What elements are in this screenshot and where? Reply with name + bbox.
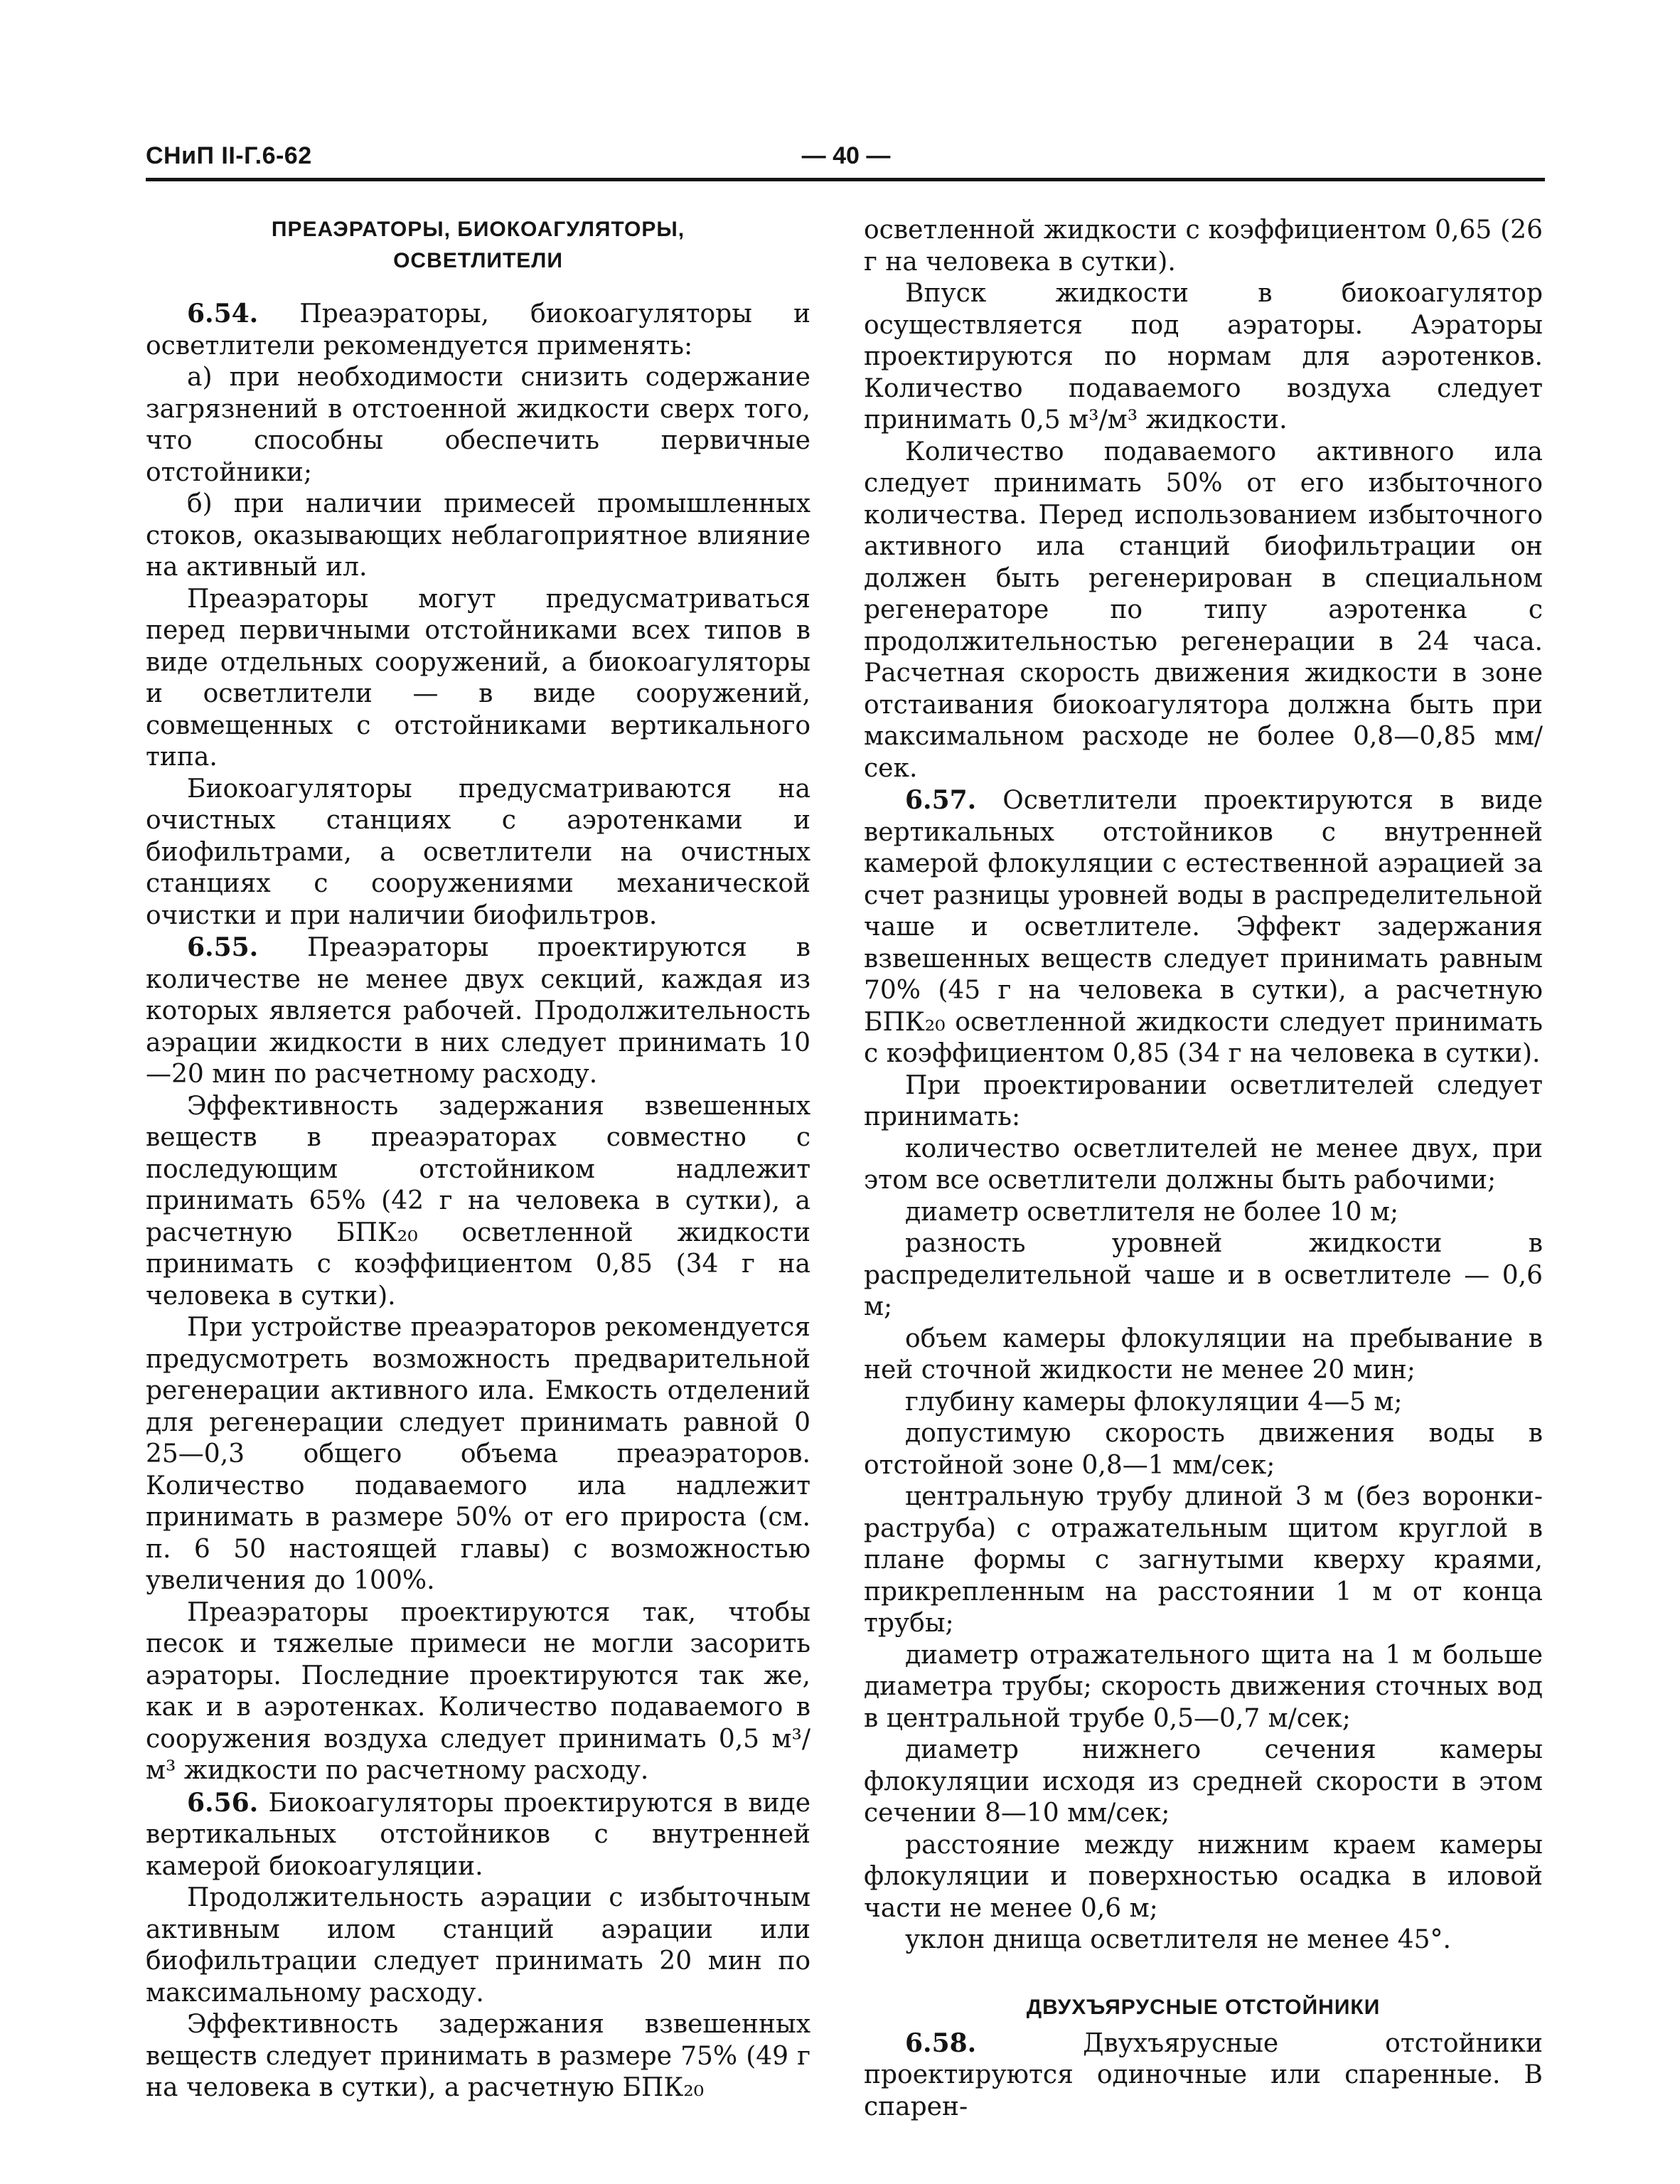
clause-number: 6.54.: [187, 299, 259, 329]
paragraph-6-56: [146, 1787, 810, 1883]
list-item: количество осветлителей не менее двух, при этом все осветлители должны быть рабочими;: [864, 1134, 1543, 1195]
paragraph: При устройстве преаэраторов рекомендуется предусмотреть возможность предварительной регенерации активного ила. Емкость отделений для регенерации следует принимать равной 0 25—0,3 общего объема преаэраторов. Количество подаваемого ила надлежит принимать в размере 50% от его прироста (см. п. 6 50 настоящей главы) с возможностью увеличения до 100%.: [146, 1313, 810, 1595]
list-item: центральную трубу длиной 3 м (без воронки-раструба) с отражательным щитом круглой в плане формы с загнутыми кверху краями, прикрепленным на расстоянии 1 м от конца трубы;: [864, 1482, 1543, 1638]
paragraph-text: Двухъярусные отстойники проектируются одиночные или спаренные. В спарен-: [864, 2028, 1543, 2121]
document-code: СНиП II-Г.6-62: [146, 142, 312, 169]
paragraph: Преаэраторы проектируются так, чтобы песок и тяжелые примеси не могли засорить аэраторы. Последние проектируются так же, как и в аэротенках. Количество подаваемого в сооружения воздуха следует принимать 0,5 м³/м³ жидкости по расчетному расходу.: [146, 1597, 810, 1785]
paragraph: Эффективность задержания взвешенных веществ следует принимать в размере 75% (49 г на человека в сутки), а расчетную БПК₂₀: [146, 2010, 810, 2102]
paragraph-6-57: [864, 784, 1543, 1070]
page-number: — 40 —: [801, 142, 891, 169]
list-item: уклон днища осветлителя не менее 45°.: [905, 1925, 1451, 1954]
paragraph-text: Преаэраторы проектируются в количестве не менее двух секций, каждая из которых является рабочей. Продолжительность аэрации жидкости в них следует принимать 10—20 мин по расчетному расходу.: [146, 933, 810, 1089]
paragraph: При проектировании осветлителей следует принимать:: [864, 1070, 1543, 1131]
paragraph: Продолжительность аэрации с избыточным активным илом станций аэрации или биофильтрации следует принимать 20 мин по максимальному расходу.: [146, 1883, 810, 2008]
list-item: разность уровней жидкости в распределительной чаше и в осветлителе — 0,6 м;: [864, 1229, 1543, 1321]
paragraph: Впуск жидкости в биокоагулятор осуществляется под аэраторы. Аэраторы проектируются по нормам для аэротенков. Количество подаваемого воздуха следует принимать 0,5 м³/м³ жидкости.: [864, 279, 1543, 435]
clause-number: 6.58.: [905, 2028, 977, 2058]
paragraph: Количество подаваемого активного ила следует принимать 50% от его избыточного количества. Перед использованием избыточного активного ила станций биофильтрации он должен быть регенерирован в специальном регенераторе по типу аэротенка с продолжительностью регенерации в 24 часа. Расчетная скорость движения жидкости в зоне отстаивания биокоагулятора должна быть при максимальном расходе не более 0,8—0,85 мм/сек.: [864, 437, 1543, 783]
paragraph: осветленной жидкости с коэффициентом 0,65 (26 г на человека в сутки).: [864, 215, 1543, 277]
heading-line-2: ОСВЕТЛИТЕЛИ: [393, 249, 563, 272]
clause-number: 6.56.: [187, 1787, 259, 1818]
paragraph-text: Биокоагуляторы проектируются в виде вертикальных отстойников с внутренней камерой биокоагуляции.: [146, 1788, 810, 1881]
list-item: диаметр осветлителя не более 10 м;: [905, 1197, 1399, 1227]
list-item: объем камеры флокуляции на пребывание в ней сточной жидкости не менее 20 мин;: [864, 1323, 1543, 1385]
paragraph: Преаэраторы могут предусматриваться перед первичными отстойниками всех типов в виде отдельных сооружений, а биокоагуляторы и осветлители — в виде сооружений, совмещенных с отстойниками вертикального типа.: [146, 584, 810, 772]
paragraph-text: Преаэраторы, биокоагуляторы и осветлители рекомендуется применять:: [146, 299, 810, 361]
list-item: диаметр отражательного щита на 1 м больше диаметра трубы; скорость движения сточных вод в центральной трубе 0,5—0,7 м/сек;: [864, 1640, 1543, 1733]
list-item: диаметр нижнего сечения камеры флокуляции исходя из средней скорости в этом сечении 8—10 мм/сек;: [864, 1735, 1543, 1828]
list-item: глубину камеры флокуляции 4—5 м;: [905, 1387, 1403, 1417]
paragraph-text: Осветлители проектируются в виде вертикальных отстойников с внутренней камерой флокуляции с естественной аэрацией за счет разницы уровней воды в распределительной чаше и осветлителе. Эффект задержания взвешенных веществ следует принимать равным 70% (45 г на человека в сутки), а расчетную БПК₂₀ осветленной жидкости следует принимать с коэффициентом 0,85 (34 г на человека в сутки).: [864, 786, 1543, 1068]
paragraph-6-54: [146, 298, 810, 362]
header-rule: [146, 178, 1545, 181]
paragraph: Эффективность задержания взвешенных веществ в преаэраторах совместно с последующим отстойником надлежит принимать 65% (42 г на человека в сутки), а расчетную БПК₂₀ осветленной жидкости принимать с коэффициентом 0,85 (34 г на человека в сутки).: [146, 1091, 810, 1311]
right-column: [864, 215, 1543, 2123]
paragraph: б) при наличии примесей промышленных стоков, оказывающих неблагоприятное влияние на активный ил.: [146, 489, 810, 582]
paragraph-6-58: [864, 2028, 1543, 2124]
left-column: [146, 203, 810, 2104]
clause-number: 6.57.: [905, 785, 977, 815]
section-heading-preaerators: [146, 203, 810, 298]
list-item: допустимую скорость движения воды в отстойной зоне 0,8—1 мм/сек;: [864, 1419, 1543, 1480]
paragraph: а) при необходимости снизить содержание загрязнений в отстоенной жидкости сверх того, что способны обеспечить первичные отстойники;: [146, 363, 810, 487]
clause-number: 6.55.: [187, 932, 259, 962]
paragraph-6-55: [146, 932, 810, 1091]
list-item: расстояние между нижним краем камеры флокуляции и поверхностью осадка в иловой части не менее 0,6 м;: [864, 1830, 1543, 1923]
paragraph: Биокоагуляторы предусматриваются на очистных станциях с аэротенками и биофильтрами, а осветлители на очистных станциях с сооружениями механической очистки и при наличии биофильтров.: [146, 774, 810, 930]
section-heading-two-tier-tanks: ДВУХЪЯРУСНЫЕ ОТСТОЙНИКИ: [1026, 1995, 1381, 2019]
heading-line-1: ПРЕАЭРАТОРЫ, БИОКОАГУЛЯТОРЫ,: [271, 218, 685, 241]
